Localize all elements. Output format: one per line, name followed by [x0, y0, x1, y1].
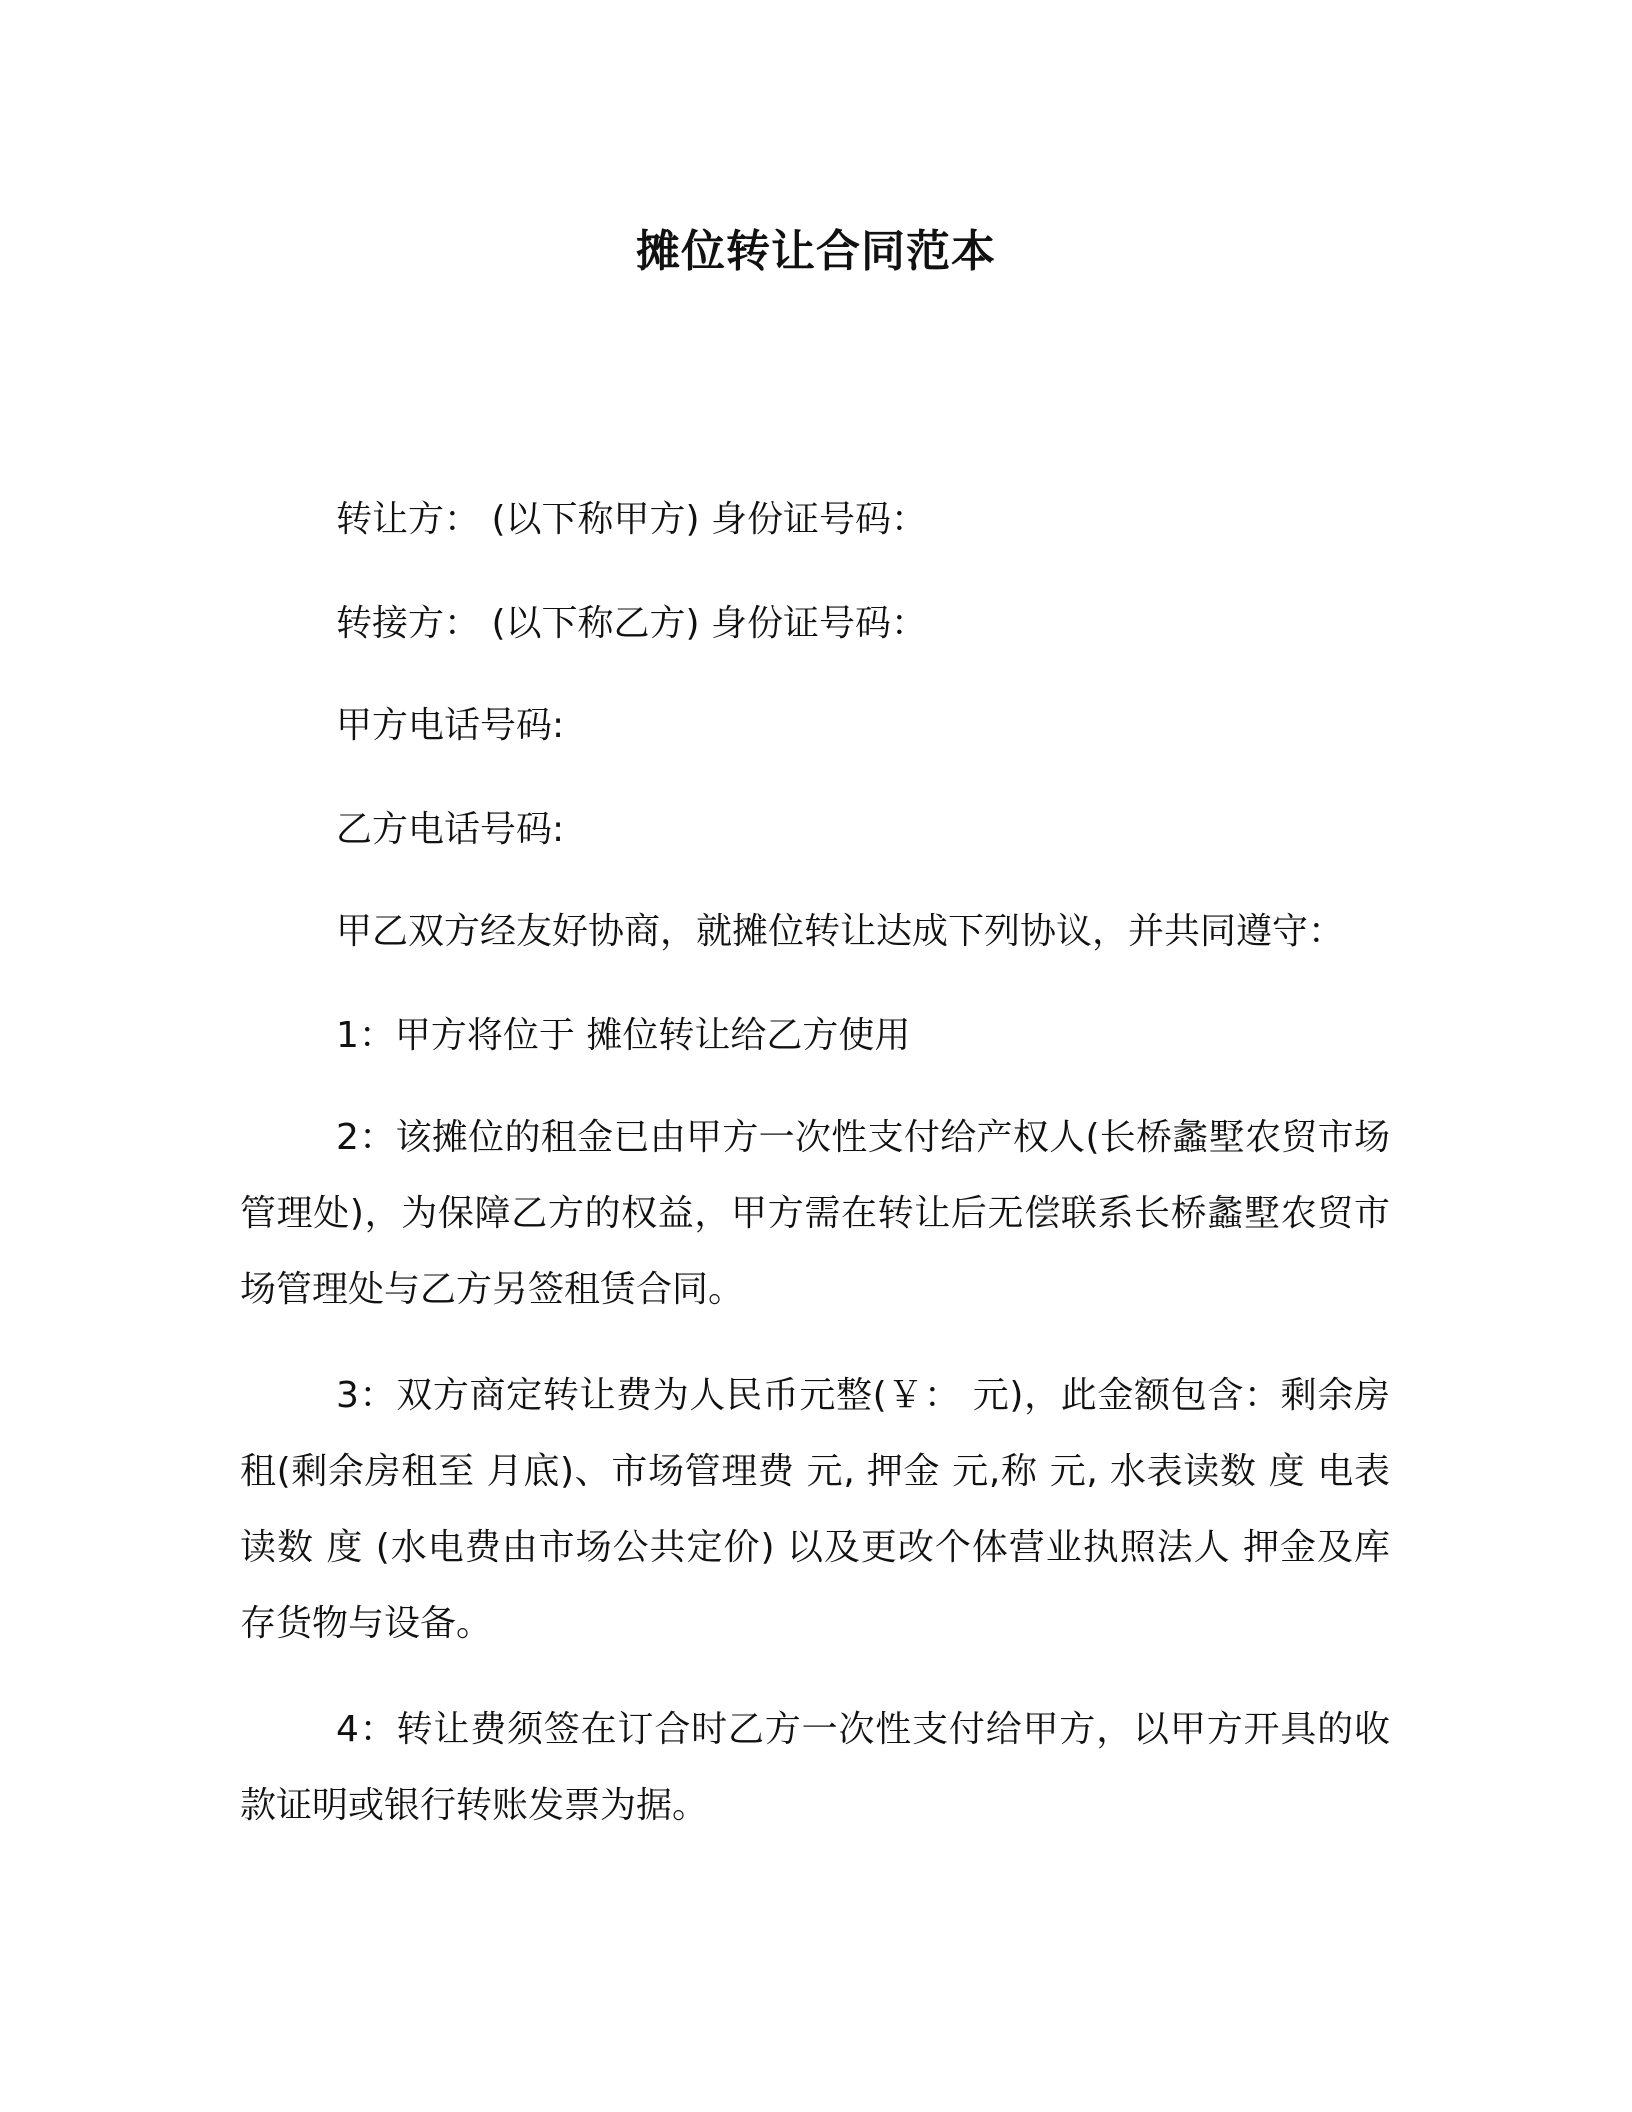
- transferee-line: 转接方： (以下称乙方) 身份证号码：: [336, 603, 927, 644]
- clause-1-line: 1：甲方将位于 摊位转让给乙方使用: [336, 1015, 911, 1056]
- clause-3-paragraph: 3：双方商定转让费为人民币元整(￥： 元)，此金额包含：剩余房租(剩余房租至 月底)、市场管理费 元, 押金 元,称 元, 水表读数 度 电表读数 度 (水电费由市场公共定价) 以及更改个体营业执照法人 押金及库存货物与设备。: [240, 1375, 1390, 1644]
- clause-4-paragraph: 4：转让费须签在订合时乙方一次性支付给甲方，以甲方开具的收款证明或银行转账发票为据。: [240, 1709, 1390, 1826]
- agreement-intro-line: 甲乙双方经友好协商，就摊位转让达成下列协议，并共同遵守：: [336, 911, 1345, 952]
- transferor-line: 转让方： (以下称甲方) 身份证号码：: [336, 499, 927, 540]
- party-b-phone-line: 乙方电话号码:: [336, 809, 565, 850]
- clause-2-paragraph: 2：该摊位的租金已由甲方一次性支付给产权人(长桥蠡墅农贸市场管理处)，为保障乙方的权益，甲方需在转让后无偿联系长桥蠡墅农贸市场管理处与乙方另签租赁合同。: [240, 1117, 1390, 1310]
- party-a-phone-line: 甲方电话号码:: [336, 705, 565, 746]
- document-title: 摊位转让合同范本: [636, 226, 996, 277]
